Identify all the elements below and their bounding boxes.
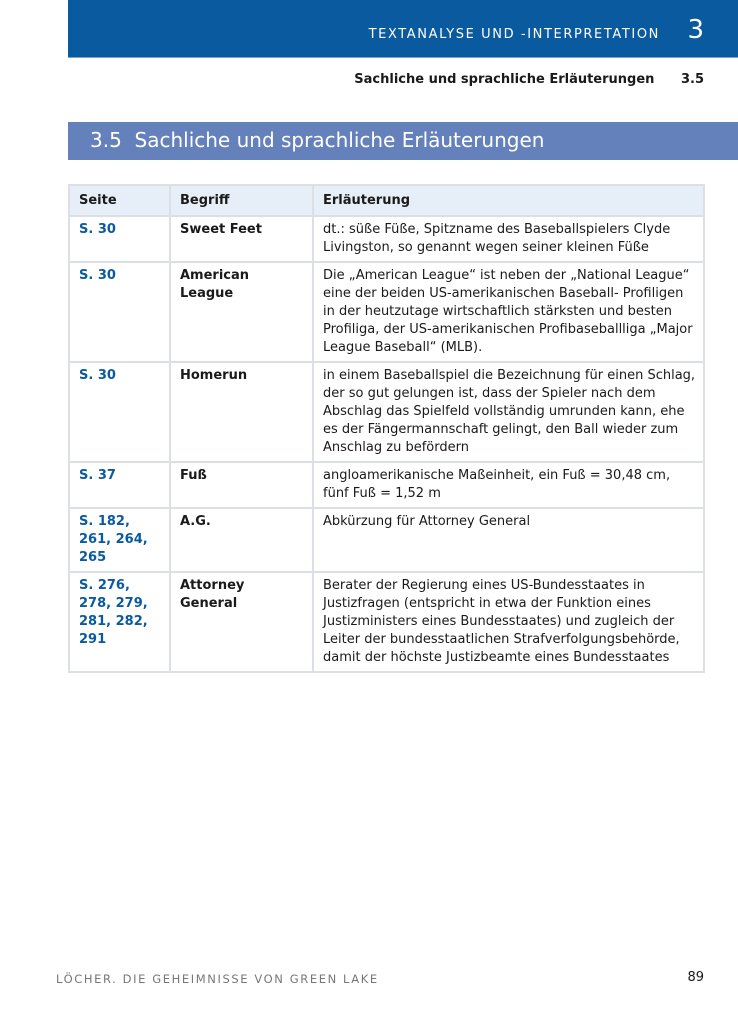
chapter-number: 3 xyxy=(687,15,704,45)
term: Homerun xyxy=(170,362,313,462)
running-title: Sachliche und sprachliche Erläuterungen xyxy=(354,72,655,87)
chapter-title: TEXTANALYSE UND -INTERPRETATION xyxy=(368,27,660,42)
term: Sweet Feet xyxy=(170,216,313,262)
table-row xyxy=(69,508,704,572)
explanation: dt.: süße Füße, Spitzname des Baseballspielers Clyde Livingston, so genannt wegen seiner kleinen Füße xyxy=(313,216,704,262)
page-reference: S. 30 xyxy=(69,362,170,462)
table-row xyxy=(69,462,704,508)
term: A.G. xyxy=(170,508,313,572)
chapter-header-bar xyxy=(68,0,738,58)
column-header-term: Begriff xyxy=(170,185,313,216)
footer-book-title: LÖCHER. DIE GEHEIMNISSE VON GREEN LAKE xyxy=(56,972,379,986)
page-number: 89 xyxy=(687,970,704,985)
table-row xyxy=(69,262,704,362)
page-reference: S. 30 xyxy=(69,216,170,262)
term: Attorney General xyxy=(170,572,313,672)
explanation: angloamerikanische Maßeinheit, ein Fuß = 30,48 cm, fünf Fuß = 1,52 m xyxy=(313,462,704,508)
column-header-page: Seite xyxy=(69,185,170,216)
explanation: Berater der Regierung eines US-Bundesstaates in Justizfragen (entspricht in etwa der Funktion eines Justizministers eines Bundesstaates) und zugleich der Leiter der bundesstaatlichen Strafverfolgungsbehörde, damit der höchste Justizbeamte eines Bundesstaates xyxy=(313,572,704,672)
section-title: 3.5 Sachliche und sprachliche Erläuterungen xyxy=(90,128,545,152)
page-reference: S. 182, 261, 264, 265 xyxy=(69,508,170,572)
glossary-table xyxy=(68,184,705,673)
explanation: in einem Baseballspiel die Bezeichnung für einen Schlag, der so gut gelungen ist, dass der Spieler nach dem Abschlag das Spielfeld vollständig umrunden kann, ehe es der Fängermannschaft gelingt, den Ball wieder zum Anschlag zu befördern xyxy=(313,362,704,462)
table-header-row xyxy=(69,185,704,216)
term: Fuß xyxy=(170,462,313,508)
section-heading-bar xyxy=(68,122,738,160)
table-row xyxy=(69,216,704,262)
term: American League xyxy=(170,262,313,362)
page-reference: S. 30 xyxy=(69,262,170,362)
running-header xyxy=(354,72,704,87)
explanation: Die „American League“ ist neben der „National League“ eine der beiden US-amerikanischen Baseball- Profiligen in der heutzutage wirtschaftlich stärksten und besten Profiliga, der US-amerikanischen Profibaseballliga „Major League Baseball“ (MLB). xyxy=(313,262,704,362)
page-reference: S. 37 xyxy=(69,462,170,508)
table-row xyxy=(69,362,704,462)
page-reference: S. 276, 278, 279, 281, 282, 291 xyxy=(69,572,170,672)
table-row xyxy=(69,572,704,672)
explanation: Abkürzung für Attorney General xyxy=(313,508,704,572)
column-header-explanation: Erläuterung xyxy=(313,185,704,216)
running-section-number: 3.5 xyxy=(680,72,704,87)
